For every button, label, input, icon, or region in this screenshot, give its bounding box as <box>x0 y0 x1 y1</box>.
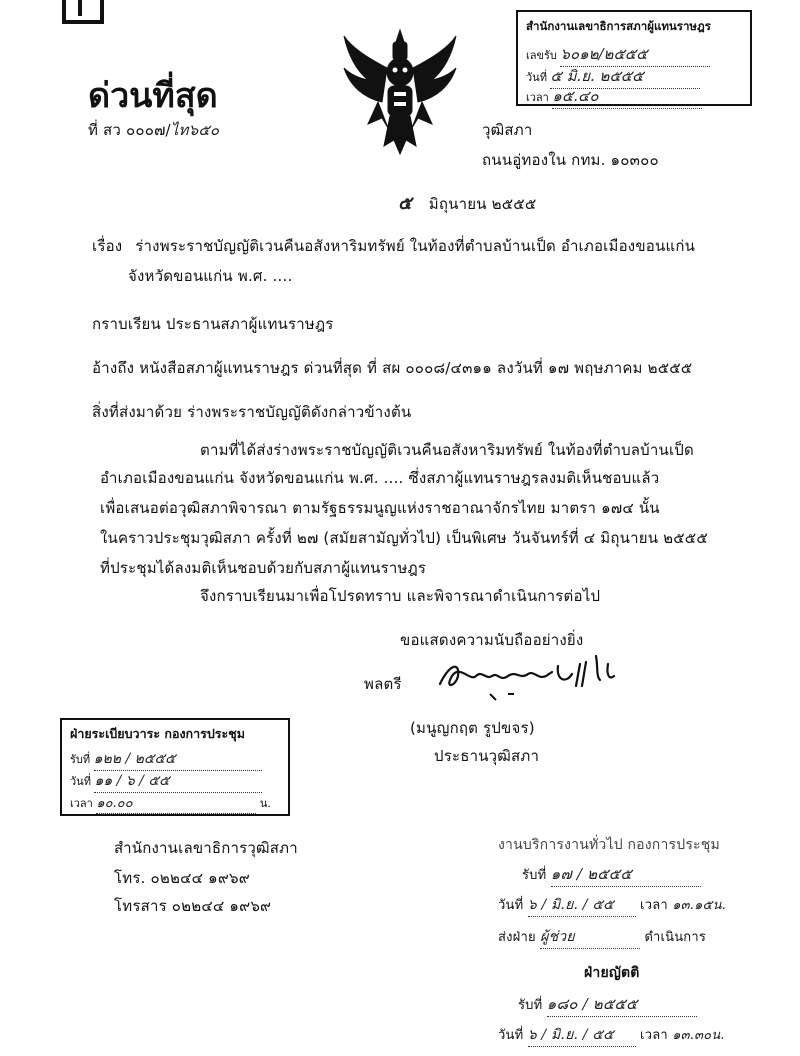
stamp-bottom-subtitle: ฝ่ายญัตติ <box>584 965 640 981</box>
stamp-agenda-row <box>70 748 262 771</box>
stamp-top-value: ๑๕.๔๐ <box>552 84 702 109</box>
stamp-bottom-extra-value: ๑๓.๑๕น. <box>672 898 726 913</box>
subject-label: เรื่อง <box>92 237 123 255</box>
date-day: ๕ <box>398 193 412 214</box>
stamp-bottom-value: ๖ / มิ.ย. / ๕๕ <box>528 894 636 917</box>
stamp-bottom-row <box>498 926 706 949</box>
garuda-emblem <box>338 28 462 158</box>
stamp-agenda-row <box>70 792 271 814</box>
stamp-bottom-subvalue: ๑๘๐ / ๒๕๕๕ <box>547 992 697 1017</box>
date-month-year: มิถุนายน ๒๕๕๕ <box>428 195 537 213</box>
subject-line-2: จังหวัดขอนแก่น พ.ศ. .... <box>128 267 293 285</box>
body-line: ที่ประชุมได้ลงมติเห็นชอบด้วยกับสภาผู้แทนราษฎร <box>100 559 427 577</box>
subject <box>92 234 695 258</box>
receipt-stamp-bottom <box>498 834 750 1048</box>
reference-number-printed: ที่ สว ๐๐๐๗/ <box>88 121 171 139</box>
body-line: เพื่อเสนอต่อวุฒิสภาพิจารณา ตามรัฐธรรมนูญแห่งราชอาณาจักรไทย มาตรา ๑๗๔ นั้น <box>100 499 660 517</box>
office-fax: โทรสาร ๐๒๒๔๔ ๑๙๖๙ <box>114 897 272 915</box>
body-line: ในคราวประชุมวุฒิสภา ครั้งที่ ๒๗ (สมัยสามัญทั่วไป) เป็นพิเศษ วันจันทร์ที่ ๔ มิถุนายน ๒๕๕๕ <box>100 529 708 547</box>
sender-address: ถนนอู่ทองใน กทม. ๑๐๓๐๐ <box>482 151 659 169</box>
stamp-agenda-label: เวลา <box>70 797 93 810</box>
stamp-bottom-value: ผู้ช่วย <box>540 926 640 949</box>
stamp-bottom-extra-value: ๑๓.๓๐น. <box>672 1028 725 1043</box>
stamp-top-label: เลขรับ <box>526 49 557 62</box>
reference-line: อ้างถึง หนังสือสภาผู้แทนราษฎร ด่วนที่สุด ที่ สผ ๐๐๐๘/๔๓๑๑ ลงวันที่ ๑๗ พฤษภาคม ๒๕๕๕ <box>92 359 693 377</box>
stamp-bottom-extra-label: ดำเนินการ <box>644 930 707 945</box>
stamp-agenda-title: ฝ่ายระเบียบวาระ กองการประชุม <box>70 726 245 741</box>
stamp-bottom-label: ส่งฝ่าย <box>498 930 536 945</box>
urgency-label: ด่วนที่สุด <box>88 76 218 116</box>
signatory-name: (มนูญกฤต รูปขจร) <box>410 719 535 737</box>
stamp-bottom-subvalue: ๖ / มิ.ย. / ๕๕ <box>528 1024 636 1047</box>
stamp-top-title: สำนักงานเลขาธิการสภาผู้แทนราษฎร <box>526 19 711 33</box>
stamp-bottom-label: วันที่ <box>498 898 524 913</box>
addressee: กราบเรียน ประธานสภาผู้แทนราษฎร <box>92 315 334 333</box>
stamp-bottom-sublabel: วันที่ <box>498 1028 524 1043</box>
body-line: อำเภอเมืองขอนแก่น จังหวัดขอนแก่น พ.ศ. .... ซึ่งสภาผู้แทนราษฎรลงมติเห็นชอบแล้ว <box>100 469 660 487</box>
stamp-bottom-subrow <box>498 1024 725 1047</box>
stamp-top-label: เวลา <box>526 91 549 104</box>
regards: ขอแสดงความนับถืออย่างยิ่ง <box>400 631 584 649</box>
stamp-bottom-subrow <box>518 992 697 1017</box>
stamp-top-row <box>526 84 702 109</box>
signatory-position: ประธานวุฒิสภา <box>434 747 540 765</box>
stamp-agenda-value: ๑๑ / ๖ / ๕๕ <box>94 770 262 793</box>
stamp-top-value: ๕ มิ.ย. ๒๕๕๕ <box>550 64 700 89</box>
letter-date <box>398 188 536 217</box>
stamp-top-label: วันที่ <box>526 71 547 84</box>
stamp-agenda-value: ๑๒๒ / ๒๕๕๕ <box>94 748 262 771</box>
signatory-rank: พลตรี <box>364 675 402 693</box>
stamp-bottom-value: ๑๗ / ๒๕๕๕ <box>551 862 701 887</box>
enclosure-line: สิ่งที่ส่งมาด้วย ร่างพระราชบัญญัติดังกล่าวข้างต้น <box>92 403 412 421</box>
stamp-bottom-extra-label: เวลา <box>640 1028 668 1043</box>
stamp-bottom-extra-label: เวลา <box>640 898 668 913</box>
closing-request: จึงกราบเรียนมาเพื่อโปรดทราบ และพิจารณาดำเนินการต่อไป <box>200 587 601 605</box>
sender-name: วุฒิสภา <box>482 121 533 139</box>
stamp-bottom-row <box>498 894 726 917</box>
receipt-stamp-top <box>516 10 752 106</box>
stamp-agenda-label: วันที่ <box>70 775 91 788</box>
stamp-top-value: ๖๐๑๒/๒๕๕๕ <box>560 42 710 67</box>
stamp-bottom-sublabel: รับที่ <box>518 998 543 1013</box>
stamp-agenda-suffix: น. <box>259 797 271 810</box>
office-name: สำนักงานเลขาธิการวุฒิสภา <box>114 839 298 857</box>
stamp-bottom-row <box>522 862 701 887</box>
receipt-stamp-agenda <box>60 718 290 816</box>
reference-number-handwritten: ไท๖๕๐ <box>170 121 220 139</box>
corner-mark <box>62 0 104 24</box>
reference-number <box>88 118 219 142</box>
stamp-agenda-label: รับที่ <box>70 753 91 766</box>
body-line: ตามที่ได้ส่งร่างพระราชบัญญัติเวนคืนอสังหาริมทรัพย์ ในท้องที่ตำบลบ้านเป็ด <box>200 441 694 459</box>
stamp-agenda-row <box>70 770 262 793</box>
stamp-agenda-value: ๑๐.๐๐ <box>96 792 256 814</box>
stamp-bottom-label: รับที่ <box>522 868 547 883</box>
signature-image <box>430 646 640 706</box>
stamp-bottom-title: งานบริการงานทั่วไป กองการประชุม <box>498 837 720 853</box>
subject-line-1: ร่างพระราชบัญญัติเวนคืนอสังหาริมทรัพย์ ในท้องที่ตำบลบ้านเป็ด อำเภอเมืองขอนแก่น <box>135 237 696 255</box>
office-phone: โทร. ๐๒๒๔๔ ๑๙๖๙ <box>114 869 250 887</box>
